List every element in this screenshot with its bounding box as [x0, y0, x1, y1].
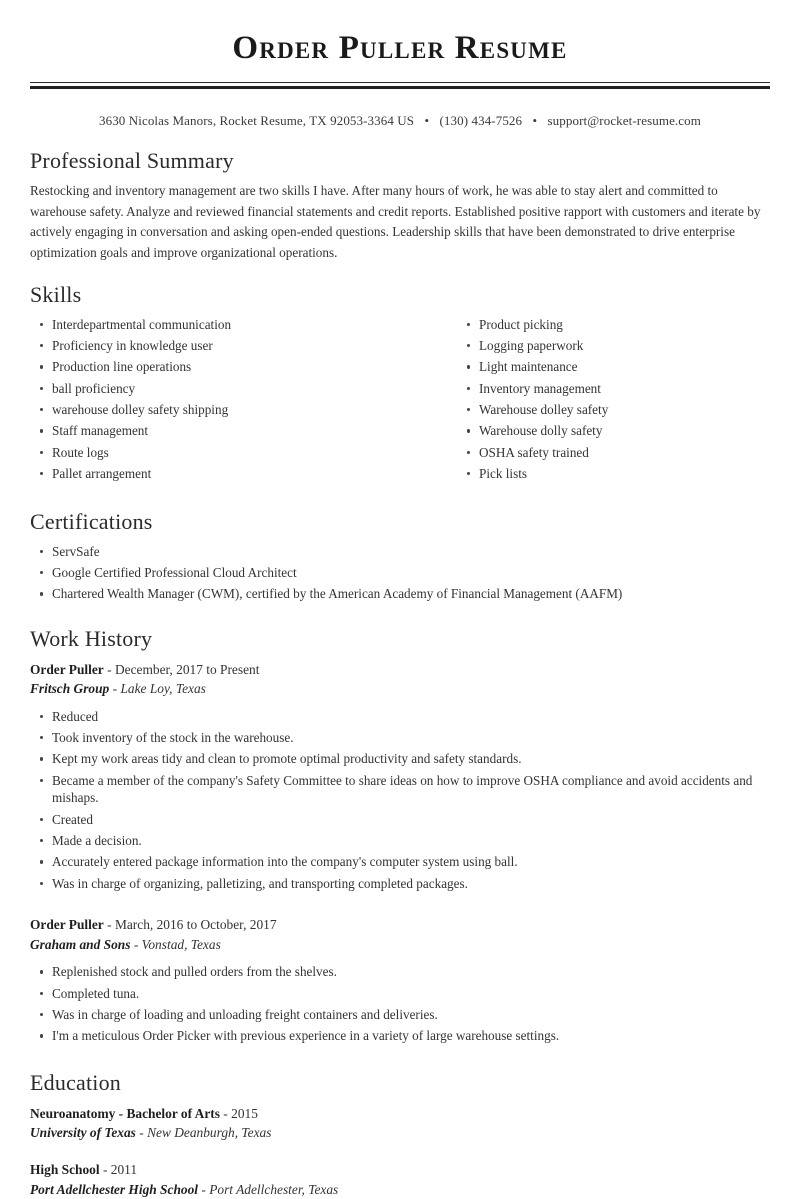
education-school: Port Adellchester High School	[30, 1181, 199, 1197]
list-item: Light maintenance	[457, 358, 770, 376]
job-title-line	[30, 660, 770, 679]
list-item: Route logs	[30, 444, 400, 462]
list-item: Reduced	[30, 708, 770, 726]
education-degree: High School	[30, 1162, 100, 1178]
work-history-entry	[30, 915, 770, 1045]
list-item: Was in charge of loading and unloading freight containers and deliveries.	[30, 1006, 770, 1024]
education-location: Port Adellchester, Texas	[209, 1181, 339, 1197]
list-item: Logging paperwork	[457, 337, 770, 355]
summary-text: Restocking and inventory management are two skills I have. After many hours of work, he was able to stay alert and committed to warehouse safety. Analyze and reviewed financial statements and credit reports. Established positive rapport with customers and iterate by actively engaging in conversation and asking open-ended questions. Leadership skills that have been demonstrated to drive enterprise optimization goals and improve organizational operations.	[30, 183, 761, 260]
list-item: Was in charge of organizing, palletizing, and transporting completed packages.	[30, 875, 770, 893]
list-item: Created	[30, 811, 770, 829]
page-title: Order Puller Resume	[232, 30, 568, 66]
title-divider	[30, 82, 770, 89]
job-dates: March, 2016 to October, 2017	[114, 917, 277, 933]
section-heading-certifications: Certifications	[30, 509, 153, 535]
education-school-separator: -	[139, 1124, 144, 1140]
education-year: 2015	[231, 1105, 258, 1121]
section-certifications	[30, 508, 770, 603]
contact-separator-1: •	[424, 112, 430, 128]
list-item: Pick lists	[457, 465, 770, 483]
education-degree: Neuroanatomy - Bachelor of Arts	[30, 1105, 220, 1121]
job-separator: -	[107, 917, 112, 933]
job-separator: -	[107, 661, 112, 677]
education-separator: -	[223, 1105, 228, 1121]
list-item: Completed tuna.	[30, 985, 770, 1003]
list-item: Kept my work areas tidy and clean to promote optimal productivity and safety standards.	[30, 750, 770, 768]
company-separator: -	[133, 936, 139, 952]
education-location: New Deanburgh, Texas	[147, 1124, 272, 1140]
job-company-line	[30, 935, 770, 954]
list-item: Product picking	[457, 316, 770, 334]
education-separator: -	[102, 1162, 108, 1178]
contact-separator-2: •	[532, 112, 538, 128]
list-item: ServSafe	[30, 543, 770, 561]
list-item: Made a decision.	[30, 832, 770, 850]
certifications-list	[30, 543, 770, 603]
contact-phone: (130) 434-7526	[439, 112, 523, 128]
section-skills	[30, 281, 770, 486]
education-degree-line	[30, 1160, 770, 1179]
education-degree-line	[30, 1104, 770, 1123]
contact-email: support@rocket-resume.com	[547, 112, 701, 128]
skills-list-right	[457, 316, 770, 483]
list-item: Production line operations	[30, 358, 400, 376]
list-item: Staff management	[30, 422, 400, 440]
job-location: Lake Loy, Texas	[120, 681, 206, 697]
list-item: Pallet arrangement	[30, 465, 400, 483]
list-item: Proficiency in knowledge user	[30, 337, 400, 355]
job-title: Order Puller	[30, 661, 104, 677]
list-item: ball proficiency	[30, 380, 400, 398]
section-heading-work-history: Work History	[30, 626, 153, 652]
contact-address: 3630 Nicolas Manors, Rocket Resume, TX 92053-3364 US	[99, 112, 415, 128]
section-education	[30, 1069, 770, 1199]
list-item: warehouse dolley safety shipping	[30, 401, 400, 419]
education-year: 2011	[110, 1162, 138, 1178]
list-item: I'm a meticulous Order Picker with previous experience in a variety of large warehouse settings.	[30, 1027, 770, 1045]
education-entry	[30, 1104, 770, 1143]
education-school-line	[30, 1180, 770, 1199]
skills-column-left	[30, 316, 400, 487]
job-bullets	[30, 963, 770, 1045]
job-title: Order Puller	[30, 917, 104, 933]
section-heading-summary: Professional Summary	[30, 147, 234, 173]
skills-list-left	[30, 316, 400, 483]
job-company: Graham and Sons	[30, 936, 131, 952]
job-bullets	[30, 708, 770, 893]
list-item: Replenished stock and pulled orders from the shelves.	[30, 963, 770, 981]
list-item: Took inventory of the stock in the warehouse.	[30, 729, 770, 747]
section-heading-education: Education	[30, 1070, 121, 1095]
job-company: Fritsch Group	[30, 681, 110, 697]
list-item: Warehouse dolly safety	[457, 422, 770, 440]
job-location: Vonstad, Texas	[141, 936, 221, 952]
list-item: Inventory management	[457, 380, 770, 398]
divider-rule-thick	[30, 86, 770, 89]
list-item: Chartered Wealth Manager (CWM), certified by the American Academy of Financial Management (AAFM)	[30, 585, 770, 603]
list-item: Interdepartmental communication	[30, 316, 400, 334]
contact-line	[30, 113, 770, 129]
education-entry	[30, 1160, 770, 1199]
list-item: Warehouse dolley safety	[457, 401, 770, 419]
job-company-line	[30, 679, 770, 698]
list-item: Became a member of the company's Safety Committee to share ideas on how to improve OSHA compliance and avoid accidents and mishaps.	[30, 772, 770, 808]
skills-column-right	[400, 316, 770, 487]
section-heading-skills: Skills	[30, 282, 82, 308]
list-item: OSHA safety trained	[457, 444, 770, 462]
education-school-separator: -	[201, 1181, 206, 1197]
education-school: University of Texas	[30, 1124, 136, 1140]
job-title-line	[30, 915, 770, 934]
list-item: Accurately entered package information into the company's computer system using ball.	[30, 853, 770, 871]
skills-columns	[30, 316, 770, 487]
section-professional-summary	[30, 147, 770, 263]
section-work-history	[30, 625, 770, 1045]
education-school-line	[30, 1123, 770, 1142]
list-item: Google Certified Professional Cloud Architect	[30, 564, 770, 582]
company-separator: -	[112, 681, 118, 697]
work-history-entry	[30, 660, 770, 893]
job-dates: December, 2017 to Present	[114, 661, 260, 677]
